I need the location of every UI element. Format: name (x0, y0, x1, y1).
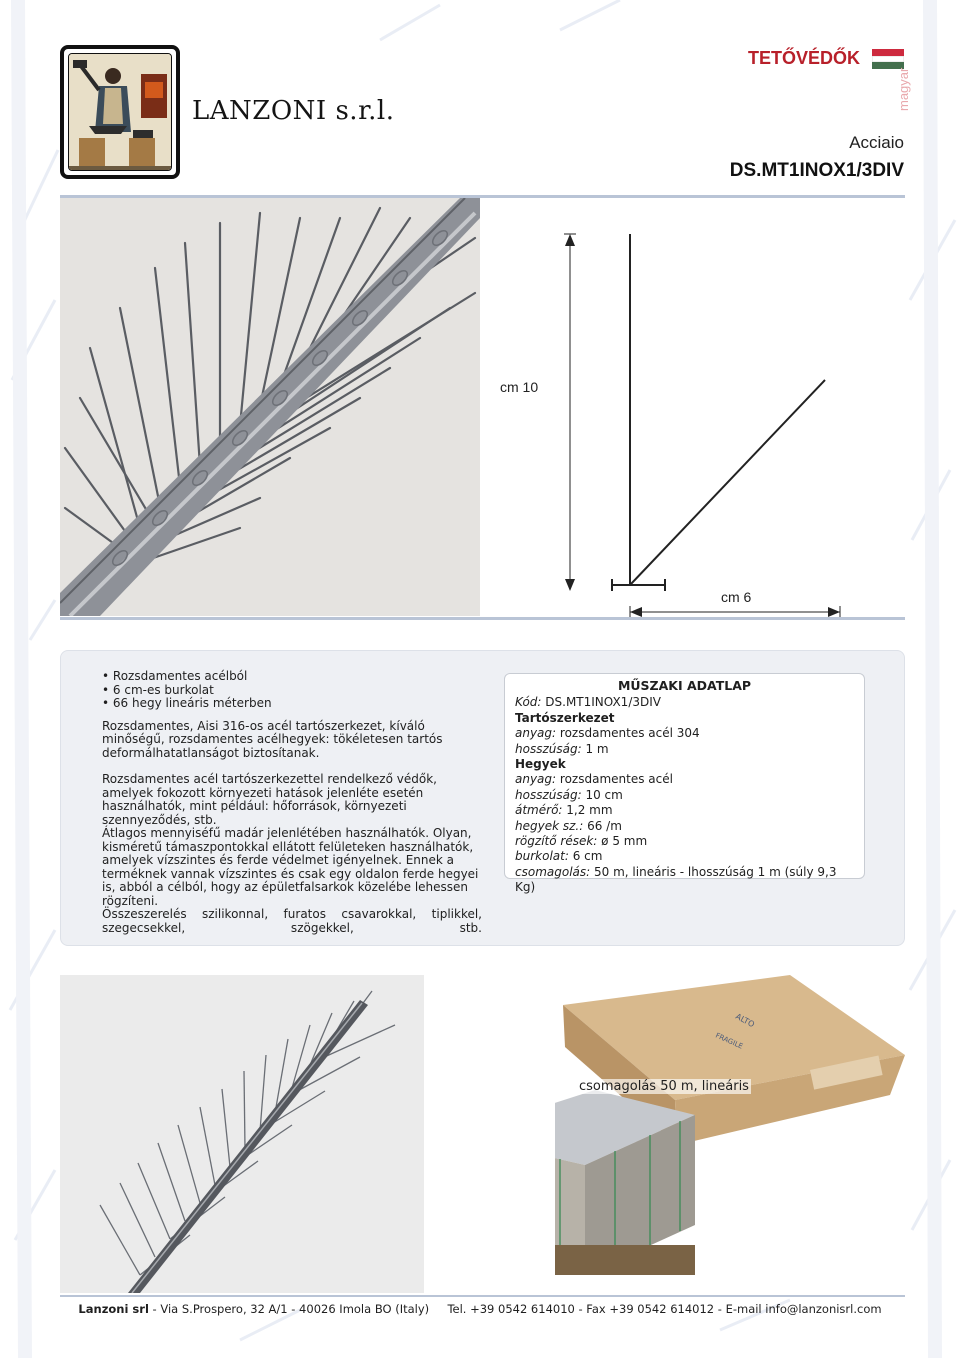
spec-frame-length: hosszúság: 1 m (515, 741, 609, 756)
company-name: LANZONI s.r.l. (192, 96, 395, 126)
hungarian-flag-icon (872, 49, 904, 69)
arrow-up-icon (565, 234, 575, 246)
flag-stripe-red (872, 49, 904, 56)
spec-spike-count: hegyek sz.: 66 /m (515, 818, 622, 833)
wrapped-pallet (555, 1090, 695, 1275)
category-title: TETŐVÉDŐK (747, 48, 860, 68)
description-paragraph-1: Rozsdamentes, Aisi 316-os acél tartószerkezet, kíváló minőségű, rozsdamentes acélhegyek: tökéletesen tartós deformálhatatlanságot biztosítanak. (102, 718, 443, 760)
arrow-right-icon (828, 607, 840, 617)
feature-item: • Rozsdamentes acélból (102, 670, 482, 684)
description-paragraph-4: Összeszerelés szilikonnal, furatos csavarokkal, tiplikkel, szegecsekkel, szögekkel, stb. (102, 907, 482, 935)
arrow-left-icon (630, 607, 642, 617)
spec-packing: csomagolás: 50 m, lineáris - lhosszúság 1 m (súly 9,3 Kg) (515, 864, 837, 895)
description-paragraph-3: Átlagos mennyiséfű madár jelenlétében használhatók. Olyan, kisméretű támaszpontokkal ellátott felületeken használhatók, amelyek vízszintes és ferde védelmet igényelnek. Ennek a terméknek vannak vízszintes és csak egy oldalon ferde hegyei is, abból a célból, hogy az épületfalsarkok közelébe lehessen rögzíteni. (102, 826, 479, 908)
spec-spikes-material: anyag: rozsdamentes acél (515, 772, 673, 787)
box-label-alto: ALTO (734, 1011, 756, 1030)
product-photo-full (60, 975, 424, 1293)
product-description (102, 670, 482, 935)
height-label: cm 10 (500, 379, 539, 395)
spikes-section-title: Hegyek (515, 757, 566, 772)
spec-frame-material: anyag: rozsdamentes acél 304 (515, 726, 700, 741)
spec-diameter: átmérő: 1,2 mm (515, 803, 613, 818)
frame-section-title: Tartószerkezet (515, 710, 615, 725)
blacksmith-illustration (69, 54, 172, 171)
product-photo-closeup (60, 198, 480, 616)
footer-address: - Via S.Prospero, 32 A/1 - 40026 Imola BO (Italy) (152, 1302, 430, 1316)
dimension-diagram (490, 210, 910, 620)
width-label: cm 6 (721, 589, 752, 605)
spec-code-row: Kód: DS.MT1INOX1/3DIV (515, 695, 661, 710)
material-label: Acciaio (849, 133, 904, 152)
language-label-wrap (896, 67, 914, 113)
spike-diagonal (630, 380, 825, 585)
spec-spikes-length: hosszúság: 10 cm (515, 787, 623, 802)
feature-list (102, 670, 482, 711)
box-label-fragile: FRAGILE (714, 1031, 745, 1051)
arrow-down-icon (565, 579, 575, 591)
feature-item: • 66 hegy lineáris méterben (102, 697, 482, 711)
footer-divider (60, 1295, 905, 1297)
section-divider (60, 617, 905, 620)
product-code: DS.MT1INOX1/3DIV (729, 160, 904, 181)
description-paragraph-2: Rozsdamentes acél tartószerkezettel rendelkező védők, amelyek fokozott környezeti hatások jelenléte esetén használhatók, mint például: hőforrások, környezeti szennyeződés, stb. (102, 772, 437, 827)
packaging-label: csomagolás 50 m, lineáris (579, 1079, 749, 1094)
flag-stripe-white (872, 56, 904, 63)
company-logo (60, 45, 180, 179)
technical-datasheet (504, 673, 865, 895)
footer-company: Lanzoni srl (78, 1302, 149, 1316)
datasheet-title: MŰSZAKI ADATLAP (617, 678, 752, 693)
footer-contacts: Tel. +39 0542 614010 - Fax +39 0542 614012 - E-mail info@lanzonisrl.com (447, 1302, 882, 1316)
feature-item: • 6 cm-es burkolat (102, 684, 482, 698)
language-label: magyar (896, 67, 911, 111)
spec-slots: rögzítő rések: ø 5 mm (515, 834, 648, 849)
spec-cover: burkolat: 6 cm (515, 849, 603, 864)
packaging-illustration (555, 975, 905, 1285)
footer-contact (0, 1302, 960, 1316)
